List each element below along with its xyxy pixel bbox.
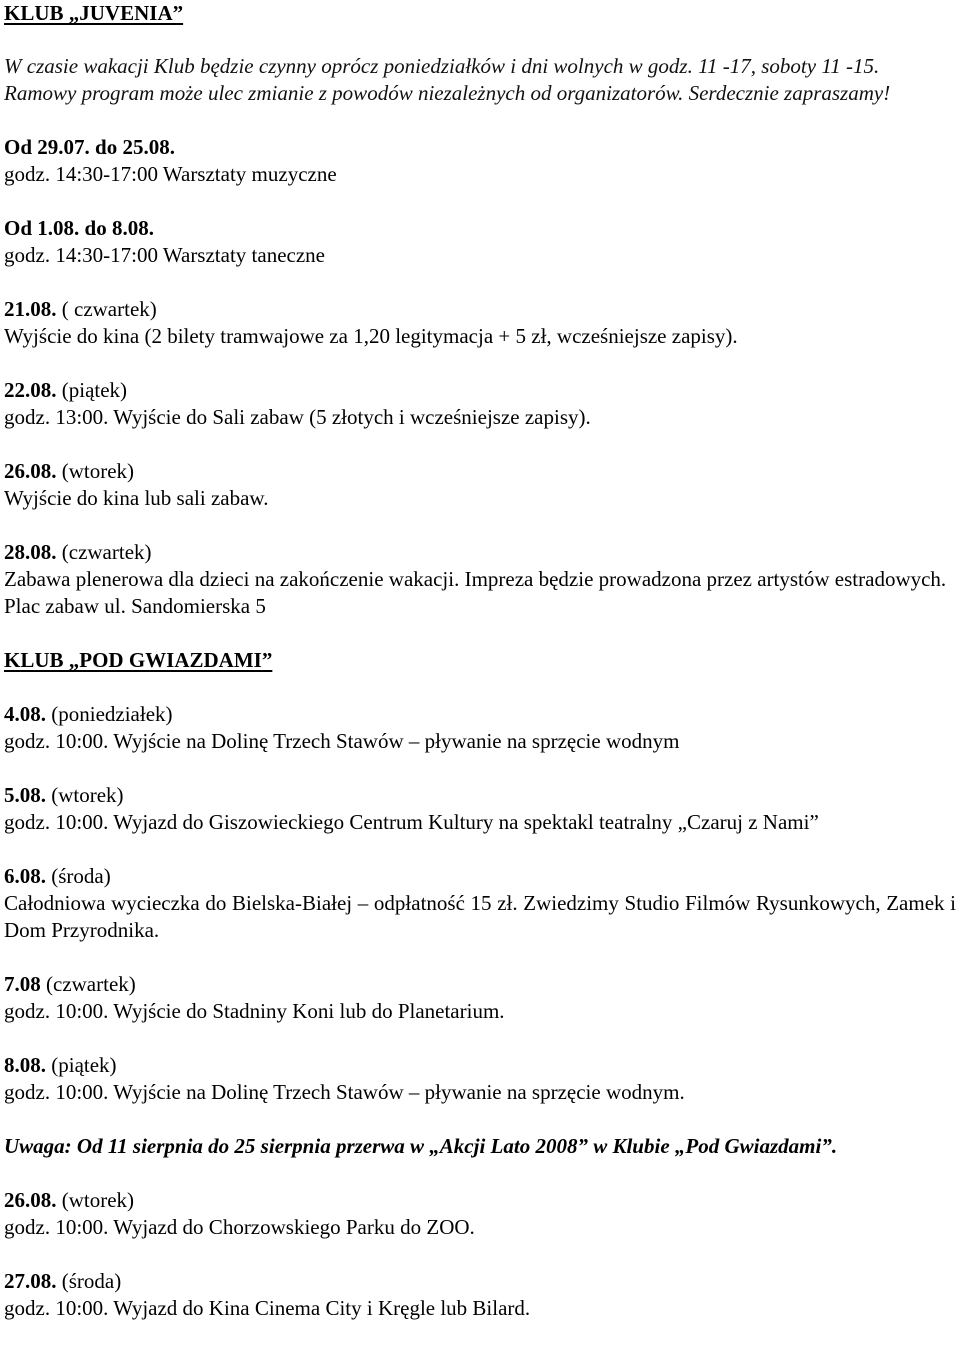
entry-day: (piątek) xyxy=(61,378,128,402)
entry-day: (piątek) xyxy=(51,1053,117,1077)
entry-day: (czwartek) xyxy=(61,540,152,564)
entry-date: 26.08. xyxy=(4,459,57,483)
entry-day: (wtorek) xyxy=(61,459,135,483)
entry-date: 26.08. xyxy=(4,1188,57,1212)
entry-text: godz. 10:00. Wyjazd do Kina Cinema City i Kręgle lub Bilard. xyxy=(4,1296,531,1320)
entry-day: ( czwartek) xyxy=(61,297,157,321)
entry-text: godz. 13:00. Wyjście do Sali zabaw (5 złotych i wcześniejsze zapisy). xyxy=(4,405,591,429)
entry-day: (wtorek) xyxy=(61,1188,135,1212)
entry-text: Wyjście do kina lub sali zabaw. xyxy=(4,486,269,510)
entry-date: 6.08. xyxy=(4,864,46,888)
entry-date: Od 1.08. do 8.08. xyxy=(4,216,154,240)
schedule-entry xyxy=(4,1187,956,1241)
entry-date: 22.08. xyxy=(4,378,57,402)
entry-date: 5.08. xyxy=(4,783,46,807)
entry-text: godz. 10:00. Wyjście na Dolinę Trzech Stawów – pływanie na sprzęcie wodnym xyxy=(4,729,680,753)
entry-day: (wtorek) xyxy=(51,783,124,807)
entry-text: godz. 14:30-17:00 Warsztaty muzyczne xyxy=(4,162,337,186)
entry-text: godz. 10:00. Wyjazd do Chorzowskiego Parku do ZOO. xyxy=(4,1215,475,1239)
entry-text: Całodniowa wycieczka do Bielska-Białej – odpłatność 15 zł. Zwiedzimy Studio Filmów Rysunkowych, Zamek i Dom Przyrodnika. xyxy=(4,891,956,942)
entry-day: (środa) xyxy=(51,864,111,888)
entry-date: 21.08. xyxy=(4,297,57,321)
document-page xyxy=(4,0,956,1322)
club-juvenia-heading: KLUB „JUVENIA” xyxy=(4,1,184,25)
schedule-entry xyxy=(4,539,956,620)
entry-text: Wyjście do kina (2 bilety tramwajowe za 1,20 legitymacja + 5 zł, wcześniejsze zapisy). xyxy=(4,324,738,348)
schedule-entry xyxy=(4,1268,956,1322)
entry-day: (środa) xyxy=(61,1269,122,1293)
club-pod-gwiazdami-heading: KLUB „POD GWIAZDAMI” xyxy=(4,648,273,672)
entry-day: (poniedziałek) xyxy=(51,702,173,726)
entry-date: 27.08. xyxy=(4,1269,57,1293)
entry-date: 28.08. xyxy=(4,540,57,564)
entry-text: Zabawa plenerowa dla dzieci na zakończenie wakacji. Impreza będzie prowadzona przez artystów estradowych. Plac zabaw ul. Sandomierska 5 xyxy=(4,567,947,618)
schedule-entry xyxy=(4,377,956,431)
entry-text: godz. 10:00. Wyjście do Stadniny Koni lub do Planetarium. xyxy=(4,999,505,1023)
entry-text: godz. 10:00. Wyjazd do Giszowieckiego Centrum Kultury na spektakl teatralny „Czaruj z Nami” xyxy=(4,810,819,834)
club-juvenia-intro: W czasie wakacji Klub będzie czynny oprócz poniedziałków i dni wolnych w godz. 11 -17, soboty 11 -15. Ramowy program może ulec zmianie z powodów niezależnych od organizatorów. Serdecznie zapraszamy! xyxy=(4,54,891,105)
schedule-entry xyxy=(4,296,956,350)
schedule-entry xyxy=(4,215,956,269)
entry-text: godz. 14:30-17:00 Warsztaty taneczne xyxy=(4,243,325,267)
schedule-entry xyxy=(4,458,956,512)
schedule-entry xyxy=(4,782,956,836)
entry-date: 7.08 xyxy=(4,972,41,996)
schedule-entry xyxy=(4,863,956,944)
entry-date: 4.08. xyxy=(4,702,46,726)
entry-text: godz. 10:00. Wyjście na Dolinę Trzech Stawów – pływanie na sprzęcie wodnym. xyxy=(4,1080,685,1104)
schedule-entry xyxy=(4,701,956,755)
entry-date: Od 29.07. do 25.08. xyxy=(4,135,175,159)
schedule-entry xyxy=(4,134,956,188)
schedule-entry xyxy=(4,971,956,1025)
schedule-entry xyxy=(4,1052,956,1106)
break-notice: Uwaga: Od 11 sierpnia do 25 sierpnia przerwa w „Akcji Lato 2008” w Klubie „Pod Gwiazdami”. xyxy=(4,1134,838,1158)
entry-date: 8.08. xyxy=(4,1053,46,1077)
entry-day: (czwartek) xyxy=(46,972,136,996)
